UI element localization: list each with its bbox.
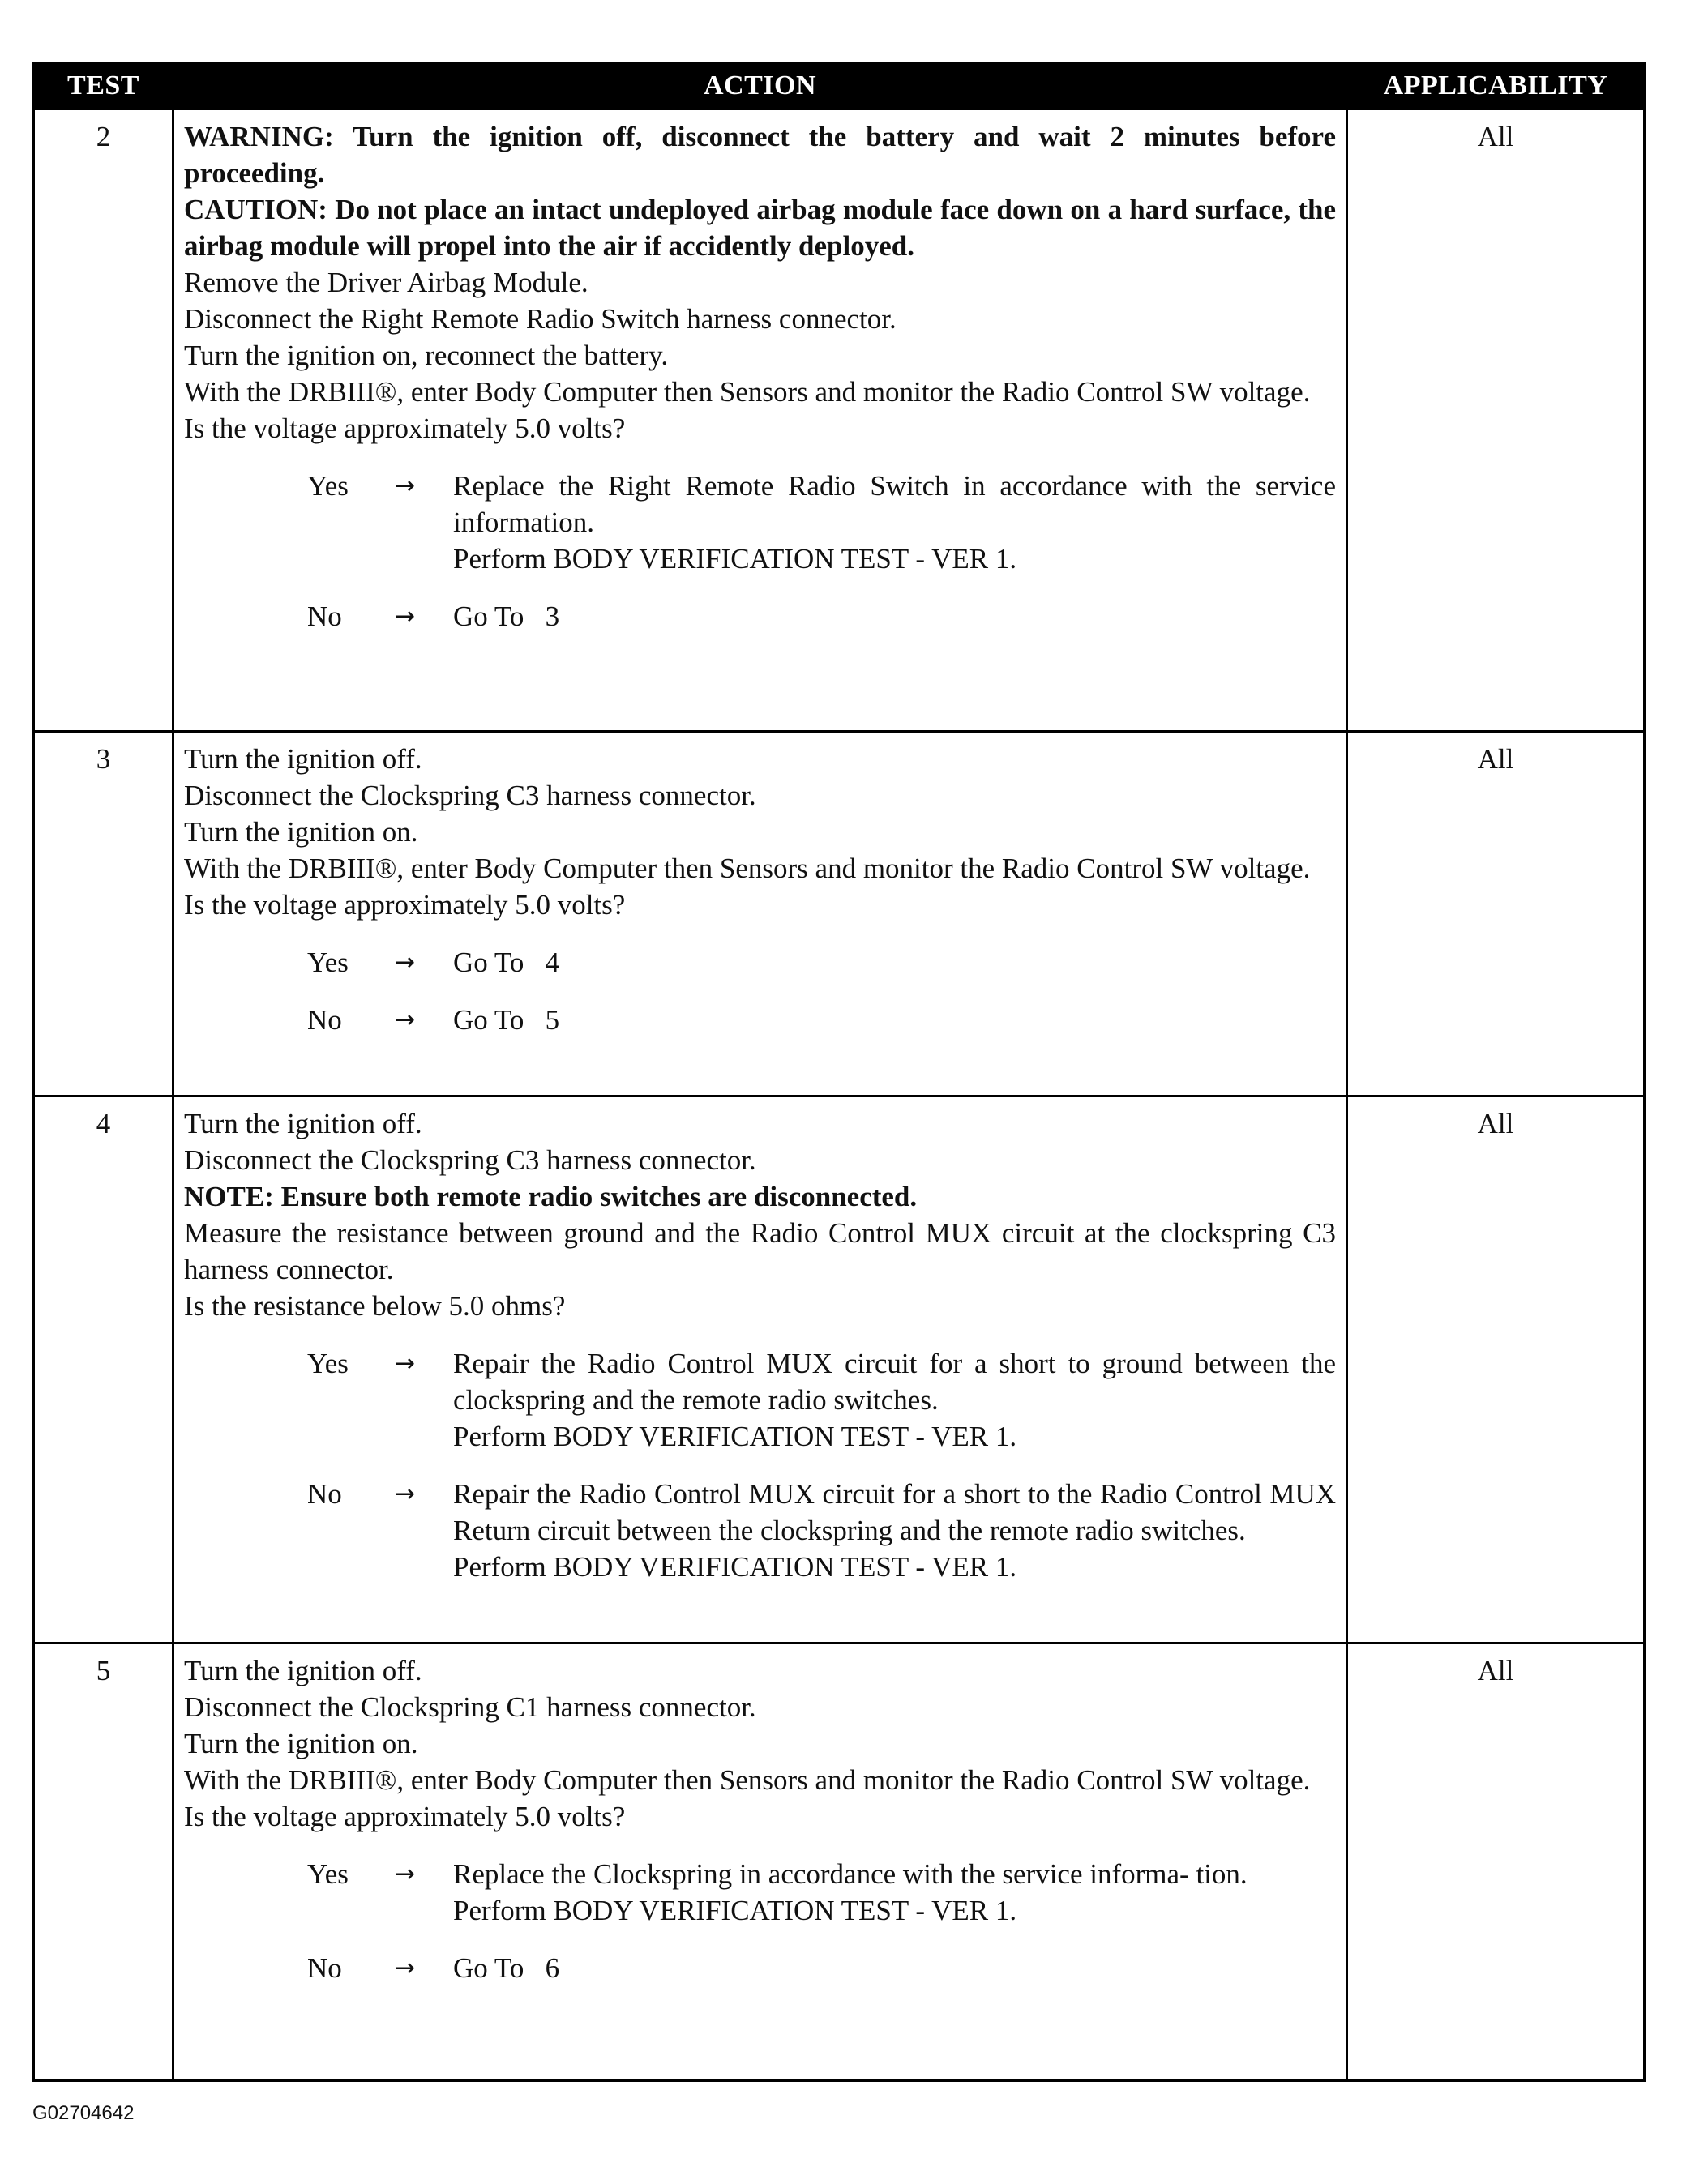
warning-text: WARNING: Turn the ignition off, disconnect the battery and wait 2 minutes before proceeding.	[184, 121, 1336, 189]
table-row	[34, 732, 1645, 1096]
question-text: Is the voltage approximately 5.0 volts?	[184, 1801, 626, 1832]
question-text: Is the voltage approximately 5.0 volts?	[184, 889, 626, 921]
test-number: 4	[34, 1096, 173, 1643]
question-text: Is the resistance below 5.0 ohms?	[184, 1290, 566, 1322]
question-text: Is the voltage approximately 5.0 volts?	[184, 412, 626, 444]
result-text: Perform BODY VERIFICATION TEST - VER 1.	[453, 1421, 1017, 1452]
right-arrow-icon: →	[395, 1006, 416, 1034]
result-body	[453, 1950, 1336, 1986]
right-arrow-icon: →	[395, 602, 416, 630]
step-text: Turn the ignition off.	[184, 743, 422, 775]
result-text: Replace the Clockspring in accordance with the service informa- tion.	[453, 1858, 1248, 1890]
result-body	[453, 1002, 1336, 1038]
result-body	[453, 944, 1336, 981]
step-text: With the DRBIII®, enter Body Computer then Sensors and monitor the Radio Control SW voltage.	[184, 1764, 1311, 1796]
result-yes	[184, 944, 1336, 981]
right-arrow-icon: →	[395, 1860, 416, 1888]
result-no	[184, 1476, 1336, 1585]
step-text: With the DRBIII®, enter Body Computer then Sensors and monitor the Radio Control SW voltage.	[184, 853, 1311, 884]
test-number: 3	[34, 732, 173, 1096]
figure-id: G02704642	[32, 2102, 135, 2124]
right-arrow-icon: →	[395, 1349, 416, 1378]
step-text: Disconnect the Clockspring C1 harness connector.	[184, 1691, 756, 1723]
result-label: No	[307, 600, 342, 632]
action-cell	[173, 109, 1347, 732]
result-label: No	[307, 1004, 342, 1036]
action-cell	[173, 1096, 1347, 1643]
result-text: Go To 6	[453, 1952, 560, 1984]
diagnostic-test-sheet	[32, 62, 1643, 2082]
table-row	[34, 1643, 1645, 2081]
result-body	[453, 468, 1336, 577]
step-text: Turn the ignition off.	[184, 1655, 422, 1686]
result-text: Repair the Radio Control MUX circuit for a short to ground between the clockspring and the remote radio switches.	[453, 1348, 1336, 1416]
step-text: Measure the resistance between ground and the Radio Control MUX circuit at the clockspring C3 harness connector.	[184, 1217, 1336, 1285]
applicability-value: All	[1347, 109, 1645, 732]
result-text: Replace the Right Remote Radio Switch in accordance with the service information.	[453, 470, 1336, 538]
result-text: Repair the Radio Control MUX circuit for a short to the Radio Control MUX Return circuit between the clockspring and the remote radio switches.	[453, 1478, 1336, 1546]
right-arrow-icon: →	[395, 472, 416, 500]
test-number: 2	[34, 109, 173, 732]
note-text: NOTE: Ensure both remote radio switches are disconnected.	[184, 1181, 918, 1212]
step-text: Turn the ignition on, reconnect the battery.	[184, 340, 669, 371]
result-yes	[184, 468, 1336, 577]
header-test: TEST	[34, 63, 173, 109]
result-label: Yes	[307, 1858, 349, 1890]
right-arrow-icon: →	[395, 1480, 416, 1508]
table-row	[34, 1096, 1645, 1643]
result-label: Yes	[307, 1348, 349, 1379]
result-yes	[184, 1345, 1336, 1455]
step-text: Disconnect the Right Remote Radio Switch harness connector.	[184, 303, 897, 335]
header-action: ACTION	[173, 63, 1347, 109]
action-cell	[173, 732, 1347, 1096]
result-yes	[184, 1856, 1336, 1929]
step-text: Disconnect the Clockspring C3 harness connector.	[184, 1144, 756, 1176]
result-body	[453, 1476, 1336, 1585]
result-text: Go To 3	[453, 600, 560, 632]
result-no	[184, 598, 1336, 635]
table-header-row	[34, 63, 1645, 109]
right-arrow-icon: →	[395, 1954, 416, 1982]
applicability-value: All	[1347, 732, 1645, 1096]
step-text: Remove the Driver Airbag Module.	[184, 267, 588, 298]
applicability-value: All	[1347, 1096, 1645, 1643]
result-label: Yes	[307, 947, 349, 978]
result-body	[453, 598, 1336, 635]
result-text: Go To 4	[453, 947, 560, 978]
step-text: Turn the ignition on.	[184, 1728, 418, 1759]
result-body	[453, 1856, 1336, 1929]
result-label: No	[307, 1478, 342, 1510]
right-arrow-icon: →	[395, 948, 416, 977]
step-text: Disconnect the Clockspring C3 harness connector.	[184, 780, 756, 811]
result-body	[453, 1345, 1336, 1455]
applicability-value: All	[1347, 1643, 1645, 2081]
test-number: 5	[34, 1643, 173, 2081]
step-text: Turn the ignition on.	[184, 816, 418, 848]
caution-text: CAUTION: Do not place an intact undeployed airbag module face down on a hard surface, the airbag module will propel into the air if accidently deployed.	[184, 194, 1336, 262]
result-no	[184, 1950, 1336, 1986]
result-text: Perform BODY VERIFICATION TEST - VER 1.	[453, 1551, 1017, 1583]
result-label: No	[307, 1952, 342, 1984]
result-text: Perform BODY VERIFICATION TEST - VER 1.	[453, 1895, 1017, 1926]
header-applicability: APPLICABILITY	[1347, 63, 1645, 109]
result-label: Yes	[307, 470, 349, 502]
step-text: Turn the ignition off.	[184, 1108, 422, 1139]
step-text: With the DRBIII®, enter Body Computer then Sensors and monitor the Radio Control SW voltage.	[184, 376, 1311, 408]
result-no	[184, 1002, 1336, 1038]
result-text: Go To 5	[453, 1004, 560, 1036]
action-cell	[173, 1643, 1347, 2081]
diagnostic-table	[32, 62, 1646, 2082]
result-text: Perform BODY VERIFICATION TEST - VER 1.	[453, 543, 1017, 575]
table-row	[34, 109, 1645, 732]
